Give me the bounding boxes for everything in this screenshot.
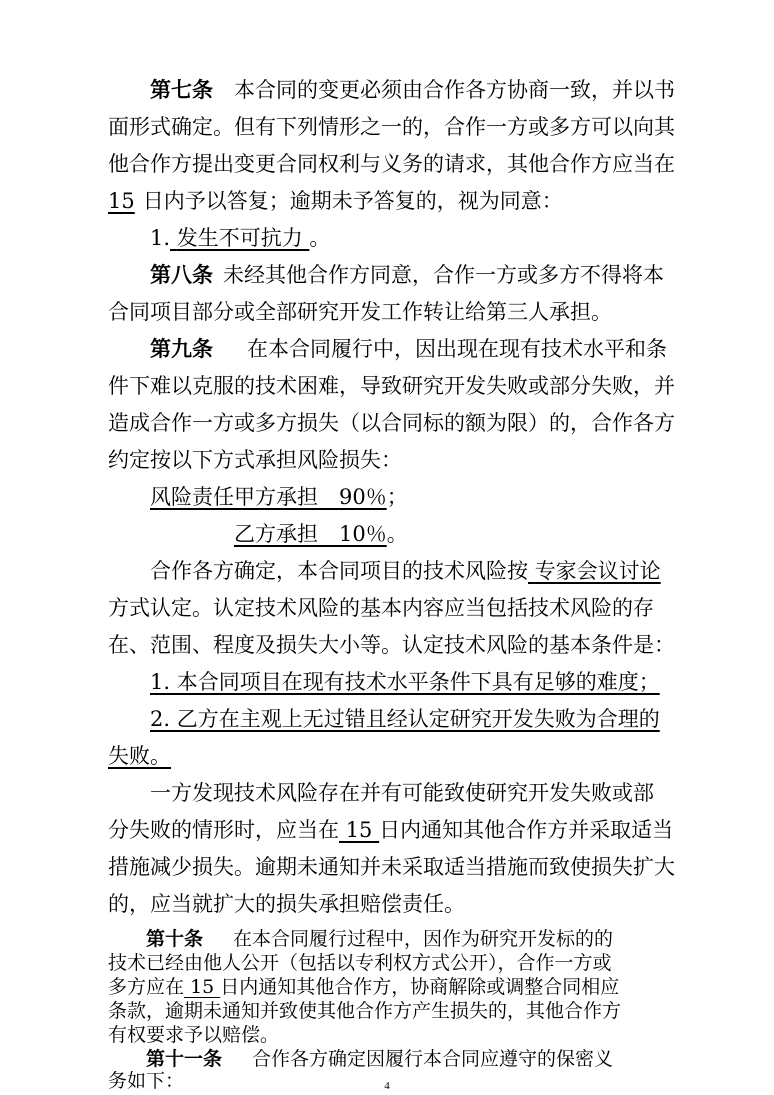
- art7-line-1: 第七条 本合同的变更必须由合作各方协商一致，并以书: [150, 78, 675, 102]
- art7-item-1-text: 发生不可抗力: [176, 226, 303, 250]
- art9-p3-line-3: 措施减少损失。逾期未通知并未采取适当措施而致使损失扩大: [108, 855, 675, 879]
- art7-line-2: 面形式确定。但有下列情形之一的，合作一方或多方可以向其: [108, 115, 675, 139]
- art9-days: 15: [345, 818, 373, 842]
- art9-cond-2-cont: 失败。: [108, 744, 171, 768]
- art9-cond-2: 2. 乙方在主观上无过错且经认定研究开发失败为合理的: [150, 707, 660, 731]
- art10-line-1: 第十条 在本合同履行过程中，因作为研究开发标的的: [146, 928, 614, 950]
- art7-line-3: 他合作方提出变更合同权利与义务的请求，其他合作方应当在: [108, 152, 675, 176]
- art9-p2-line-2: 方式认定。认定技术风险的基本内容应当包括技术风险的存: [108, 596, 654, 620]
- art10-days: 15: [190, 976, 215, 998]
- art7-days: 15: [108, 189, 135, 213]
- art9-p3-line-2: 分失败的情形时，应当在 15 日内通知其他合作方并采取适当: [108, 818, 674, 842]
- art9-p2-line-1: 合作各方确定，本合同项目的技术风险按 专家会议讨论: [150, 559, 661, 583]
- art9-line-1: 第九条 在本合同履行中，因出现在现有技术水平和条: [150, 337, 667, 361]
- art9-heading: 第九条: [150, 337, 213, 361]
- art7-heading: 第七条: [150, 78, 213, 102]
- art9-p3-line-4: 的，应当就扩大的损失承担赔偿责任。: [108, 892, 465, 916]
- art10-line-3: 多方应在 15 日内通知其他合作方，协商解除或调整合同相应: [108, 976, 620, 998]
- art11-line-1: 第十一条 合作各方确定因履行本合同应遵守的保密义: [146, 1048, 614, 1070]
- art10-line-2: 技术已经由他人公开（包括以专利权方式公开），合作一方或: [108, 952, 612, 974]
- art10-line-5: 有权要求予以赔偿。: [108, 1024, 280, 1046]
- art9-line-2: 件下难以克服的技术困难，导致研究开发失败或部分失败，并: [108, 374, 675, 398]
- art10-heading: 第十条: [146, 928, 204, 950]
- art11-line-2: 务如下：: [108, 1070, 185, 1092]
- art9-line-3: 造成合作一方或多方损失（以合同标的额为限）的，合作各方: [108, 411, 675, 435]
- art7-line-4: 15 日内予以答复；逾期未予答复的，视为同意：: [108, 189, 563, 213]
- art9-p2-line-3: 在、范围、程度及损失大小等。认定技术风险的基本条件是：: [108, 633, 675, 657]
- art9-p3-line-1: 一方发现技术风险存在并有可能致使研究开发失败或部: [150, 781, 654, 805]
- risk-party-b: 乙方承担 10％: [234, 522, 387, 546]
- risk-method: 专家会议讨论: [534, 559, 661, 583]
- art8-line-1: 第八条 未经其他合作方同意，合作一方或多方不得将本: [150, 263, 664, 287]
- page-number: 4: [384, 1080, 390, 1092]
- art8-heading: 第八条: [150, 263, 213, 287]
- art10-line-4: 条款，逾期未通知并致使其他合作方产生损失的，其他合作方: [108, 1000, 622, 1022]
- art9-cond-1: 1. 本合同项目在现有技术水平条件下具有足够的难度；: [150, 670, 660, 694]
- art9-line-4: 约定按以下方式承担风险损失：: [108, 448, 402, 472]
- art9-risk-line-2: 乙方承担 10％。: [108, 520, 668, 548]
- art7-item-1: 1. 发生不可抗力 。: [150, 226, 331, 250]
- art9-risk-line-1: 风险责任甲方承担 90％；: [150, 485, 408, 509]
- risk-party-a: 风险责任甲方承担 90％: [150, 485, 387, 509]
- art8-line-2: 合同项目部分或全部研究开发工作转让给第三人承担。: [108, 300, 612, 324]
- art11-heading: 第十一条: [146, 1048, 223, 1070]
